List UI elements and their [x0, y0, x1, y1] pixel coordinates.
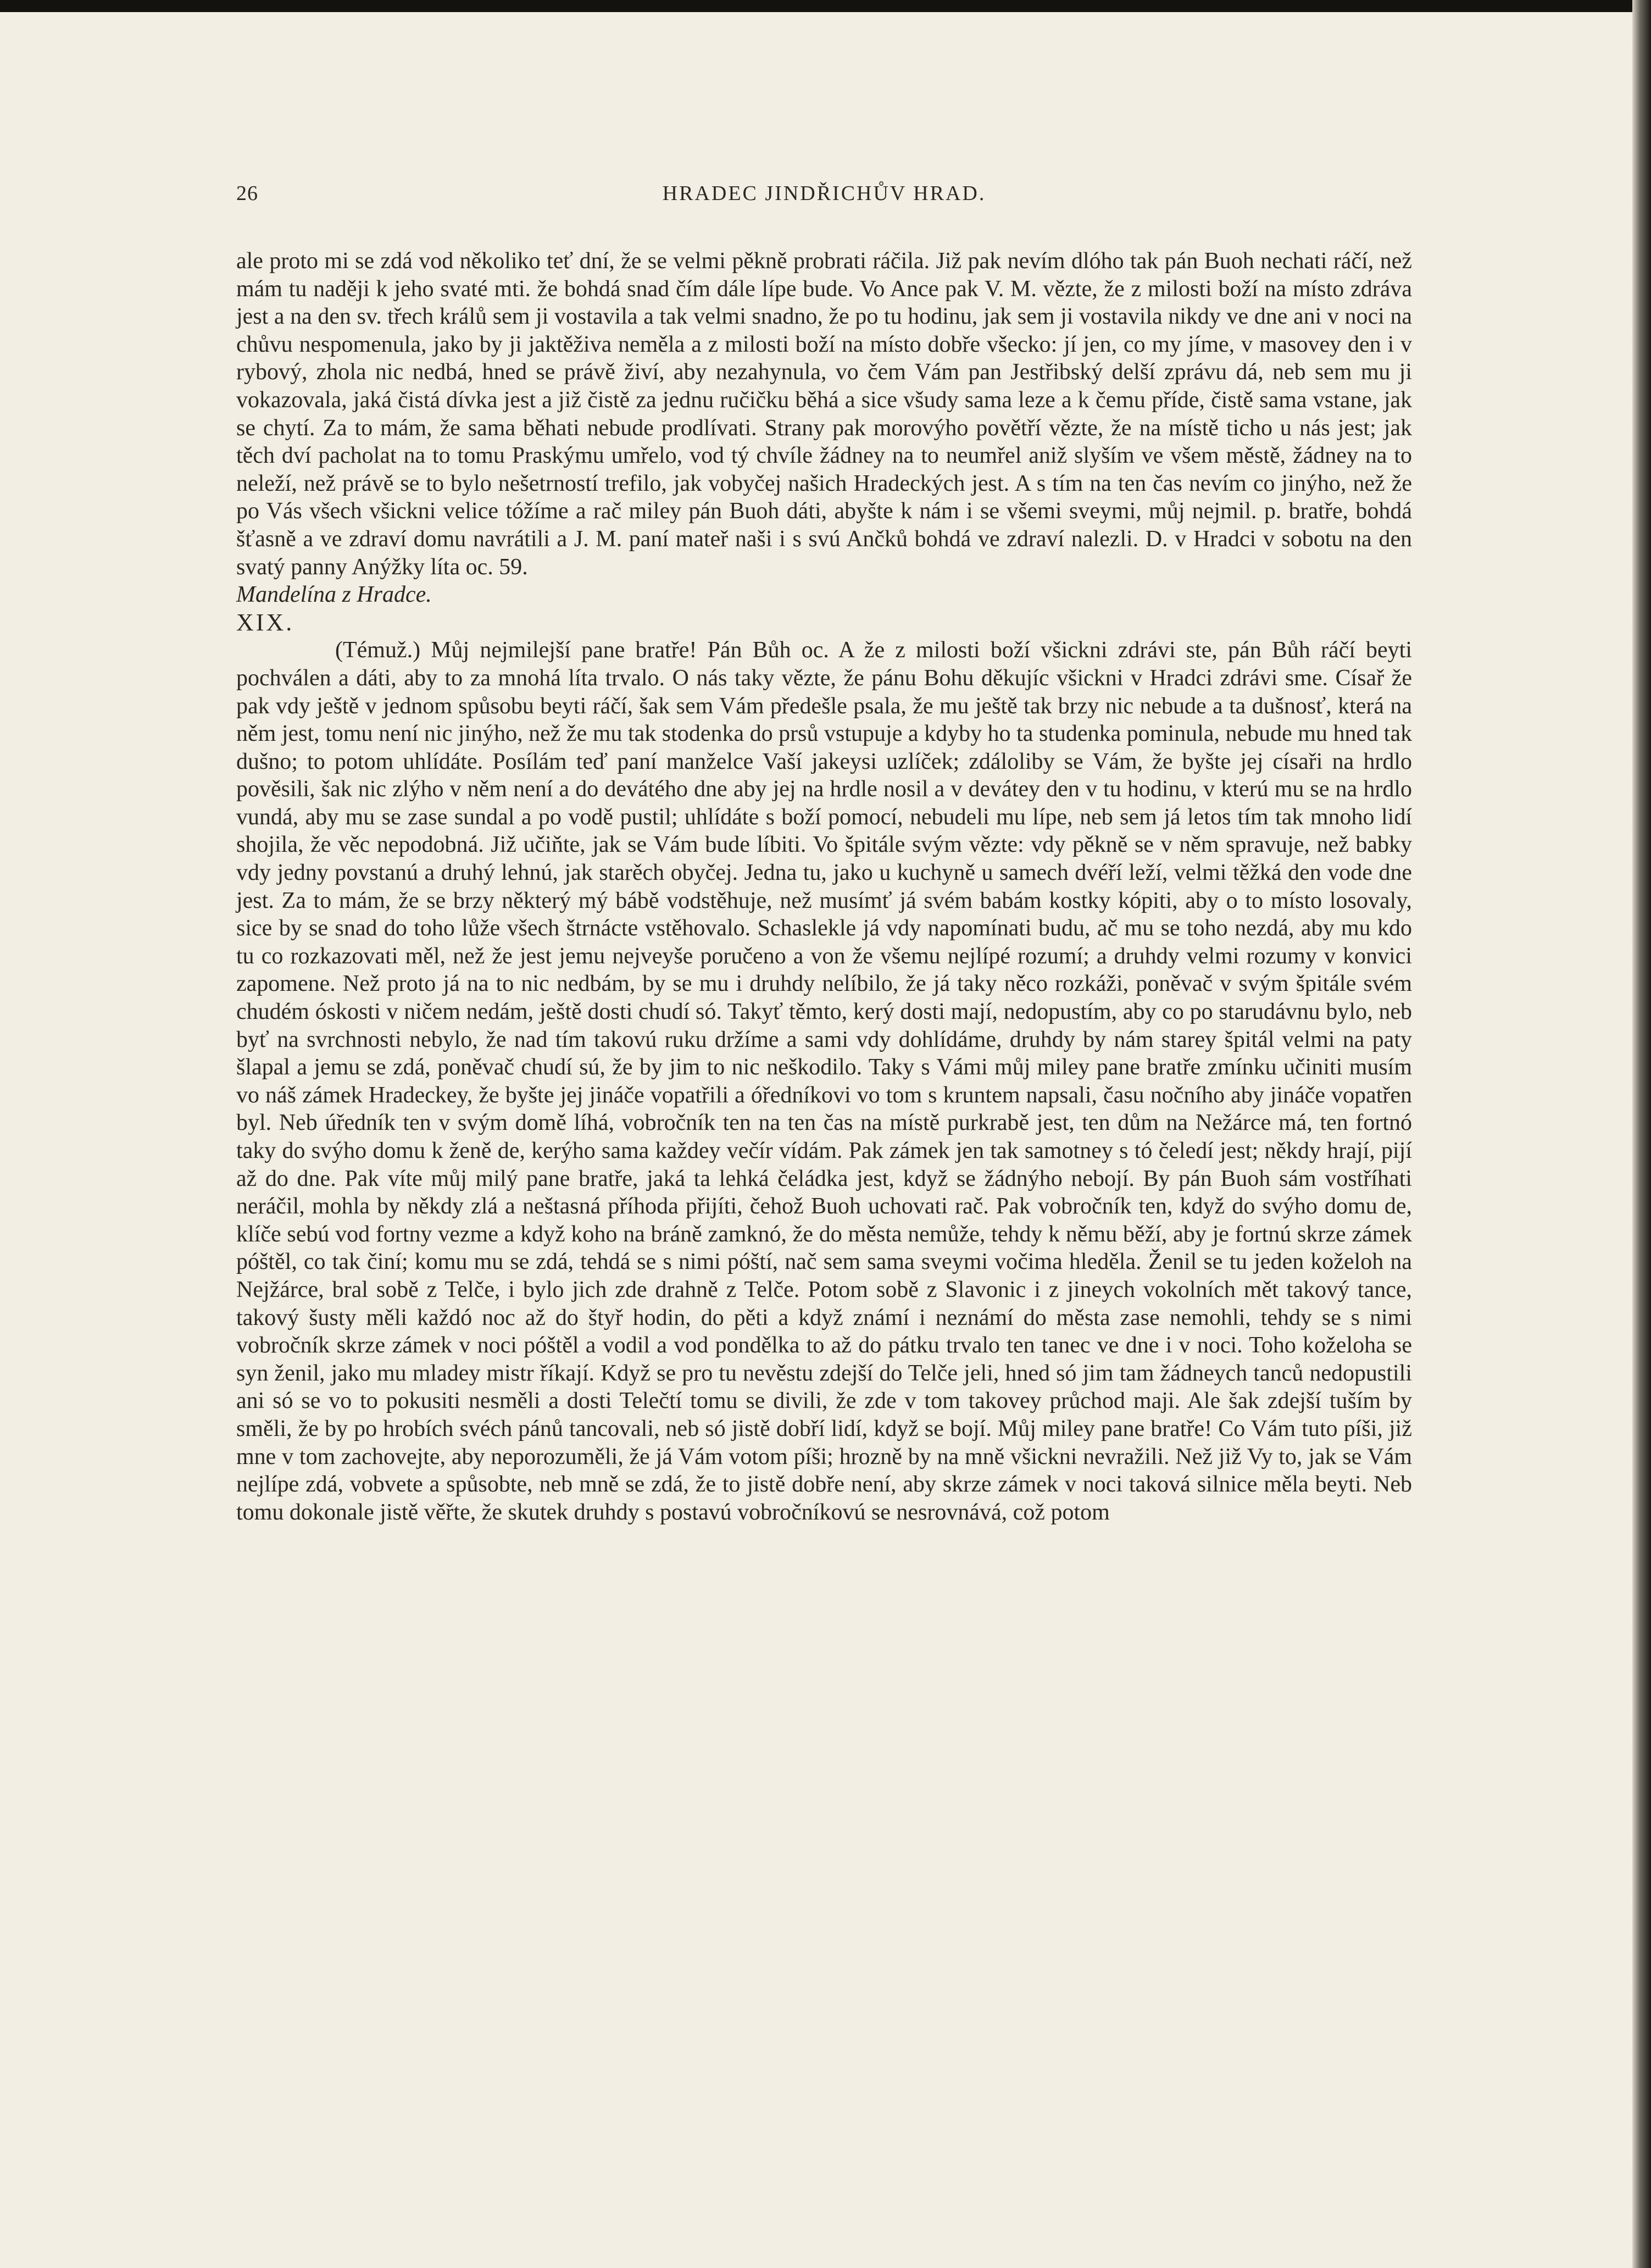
letter-signature: Mandelína z Hradce.: [236, 582, 432, 608]
scan-top-border: [0, 0, 1651, 12]
section-heading: XIX.: [236, 608, 294, 636]
letter-paragraph-2: (Témuž.) Můj nejmilejší pane bratře! Pán Bůh oc. A že z milosti boží všickni zdrávi ste, pán Bůh ráčí beyti pochválen a dáti, aby to za mnohá líta trvalo. O nás taky vězte, že pánu Bohu děkujíc všickni v Hradci zdrávi sme. Císař že pak vdy ještě v jednom spůsobu beyti ráčí, šak sem Vám předešle psala, že mu ještě tak brzy nic nebude a ta dušnosť, která na něm jest, tomu není nic jinýho, než že mu tak stodenka do prsů vstupuje a kdyby ho ta studenka pominula, nebude mu hned tak dušno; to potom uhlídáte. Posílám teď paní manželce Vaší jakeysi uzlíček; zdáloliby se Vám, že byšte jej císaři na hrdlo pověsili, šak nic zlýho v něm není a do devátého dne aby jej na hrdle nosil a v devátey den v tu hodinu, v kterú mu se na hrdlo vundá, aby mu se zase sundal a po vodě pustil; uhlídáte s boží pomocí, nebudeli mu lípe, neb sem já letos tím tak mnoho lidí shojila, že věc nepodobná. Již učiňte, jak se Vám bude líbiti. Vo špitále svým vězte: vdy pěkně se v něm spravuje, než babky vdy jedny povstanú a druhý lehnú, jak starěch obyčej. Jedna tu, jako u kuchyně u samech dvéří leží, velmi těžká den vode dne jest. Za to mám, že se brzy některý mý bábě vodstěhuje, než musímť já svém babám kostky kópiti, aby o to místo losovaly, sice by se snad do toho lůže všech štrnácte vstěhovalo. Schaslekle já vdy napomínati budu, ač mu se toho nezdá, aby mu kdo tu co rozkazovati měl, než že jest jemu nejveyše poručeno a von že všemu nejlípé rozumí; a druhdy velmi rozumy v konvici zapomene. Než proto já na to nic nedbám, by se mu i druhdy nelíbilo, že já taky něco rozkáži, poněvač v svým špitále svém chudém óskosti v ničem nedám, ještě dosti chudí só. Takyť těmto, kerý dosti mají, nedopustím, aby co po starudávnu bylo, neb byť na svrchnosti nebylo, že nad tím takovú ruku držíme a sami vdy dohlídáme, druhdy by nám starey špitál velmi na paty šlapal a jemu se zdá, poněvač chudí sú, že by jim to nic neškodilo. Taky s Vámi můj miley pane bratře zmínku učiniti musím vo náš zámek Hradeckey, že byšte jej jináče vopatřili a óředníkovi vo tom s kruntem napsali, času nočního aby jináče vopatřen byl. Neb úředník ten v svým domě líhá, vobročník ten na ten čas na místě purkrabě jest, ten dům na Nežárce má, ten fortnó taky do svýho domu k ženě de, kerýho sama každey večír vídám. Pak zámek jen tak samotney s tó čeledí jest; někdy hrají, pijí až do dne. Pak víte můj milý pane bratře, jaká ta lehká čeládka jest, když se žádnýho nebojí. By pán Buoh sám vostříhati neráčil, mohla by někdy zlá a neštasná příhoda přijíti, čehož Buoh uchovati rač. Pak vobročník ten, když do svýho domu de, klíče sebú vod fortny vezme a když koho na bráně zamknó, že do města nemůže, tehdy k němu běží, aby je fortnú skrze zámek póštěl, co tak činí; komu mu se zdá, tehdá se s nimi póští, nač sem sama sveymi vočima hleděla. Ženil se tu jeden koželoh na Nejžárce, bral sobě z Telče, i bylo jich zde drahně z Telče. Potom sobě z Slavonic i z jineych vokolních mět takový tance, takový šusty měli každó noc až do štyř hodin, do pěti a když známí i neznámí do města zase nemohli, tehdy se s nimi vobročník skrze zámek v noci póštěl a vodil a vod pondělka to až do pátku trvalo ten tanec ve dne i v noci. Toho koželoha se syn ženil, jako mu mladey mistr říkají. Když se pro tu nevěstu zdejší do Telče jeli, hned só jim tam žádneych tanců nedopustili ani só se vo to pokusiti nesměli a dosti Telečtí tomu se divili, že zde v tom takovey průchod maji. Ale šak zdejší tuším by směli, že by po hrobích svéch pánů tancovali, neb só jistě dobří lidí, když se bojí. Můj miley pane bratře! Co Vám tuto píši, již mne v tom zachovejte, aby neporozuměli, že já Vám votom píši; hrozně by na mně všickni nevražili. Než již Vy to, jak se Vám nejlípe zdá, vobvete a spůsobte, neb mně se zdá, že to jistě dobře není, aby skrze zámek v noci taková silnice měla beyti. Neb tomu dokonale jistě věřte, že skutek druhdy s postavú vobročníkovú se nesrovnává, což potom: [236, 637, 1412, 1525]
page-header: [236, 181, 1412, 214]
running-title: HRADEC JINDŘICHŮV HRAD.: [662, 182, 986, 205]
scan-page-edge: [1632, 0, 1651, 2268]
letter-paragraph-1: ale proto mi se zdá vod několiko teť dní, že se velmi pěkně probrati ráčila. Již pak nevím dlóho tak pán Buoh nechati ráčí, než mám tu naději k jeho svaté mti. že bohdá snad čím dále lípe bude. Vo Ance pak V. M. vězte, že z milosti boží na místo zdráva jest a na den sv. třech králů sem ji vostavila a tak velmi snadno, že po tu hodinu, jak sem ji vostavila nikdy ve dne ani v noci na chůvu nespomenula, jako by ji jaktěživa neměla a z milosti boží na místo dobře všecko: jí jen, co my jíme, v masovey den i v rybový, zhola nic nedbá, hned se právě živí, aby nezahynula, vo čem Vám pan Jestřibský delší zprávu dá, neb sem mu ji vokazovala, jaká čistá dívka jest a již čistě za jednu ručičku běhá a sice všudy sama leze a k čemu příde, čistě sama vstane, jak se chytí. Za to mám, že sama běhati nebude prodlívati. Strany pak morovýho povětří vězte, že na místě ticho u nás jest; jak těch dví pacholat na to tomu Praskýmu umřelo, vod tý chvíle žádney na to neumřel aniž slyším ve všem městě, žádney na to neleží, než právě se to bylo nešetrností trefilo, jak vobyčej našich Hradeckých jest. A s tím na ten čas nevím co jinýho, než že po Vás všech všickni velice tóžíme a rač miley pán Buoh dáti, abyšte k nám i se všemi sveymi, můj nejmil. p. bratře, bohdá šťasně a ve zdraví domu navrátili a J. M. paní mateř naši i s svú Ančků bohdá ve zdraví nalezli. D. v Hradci v sobotu na den svatý panny Anýžky líta oc. 59.: [236, 248, 1412, 580]
body-text: [236, 247, 1412, 1526]
page-number: 26: [236, 182, 258, 205]
